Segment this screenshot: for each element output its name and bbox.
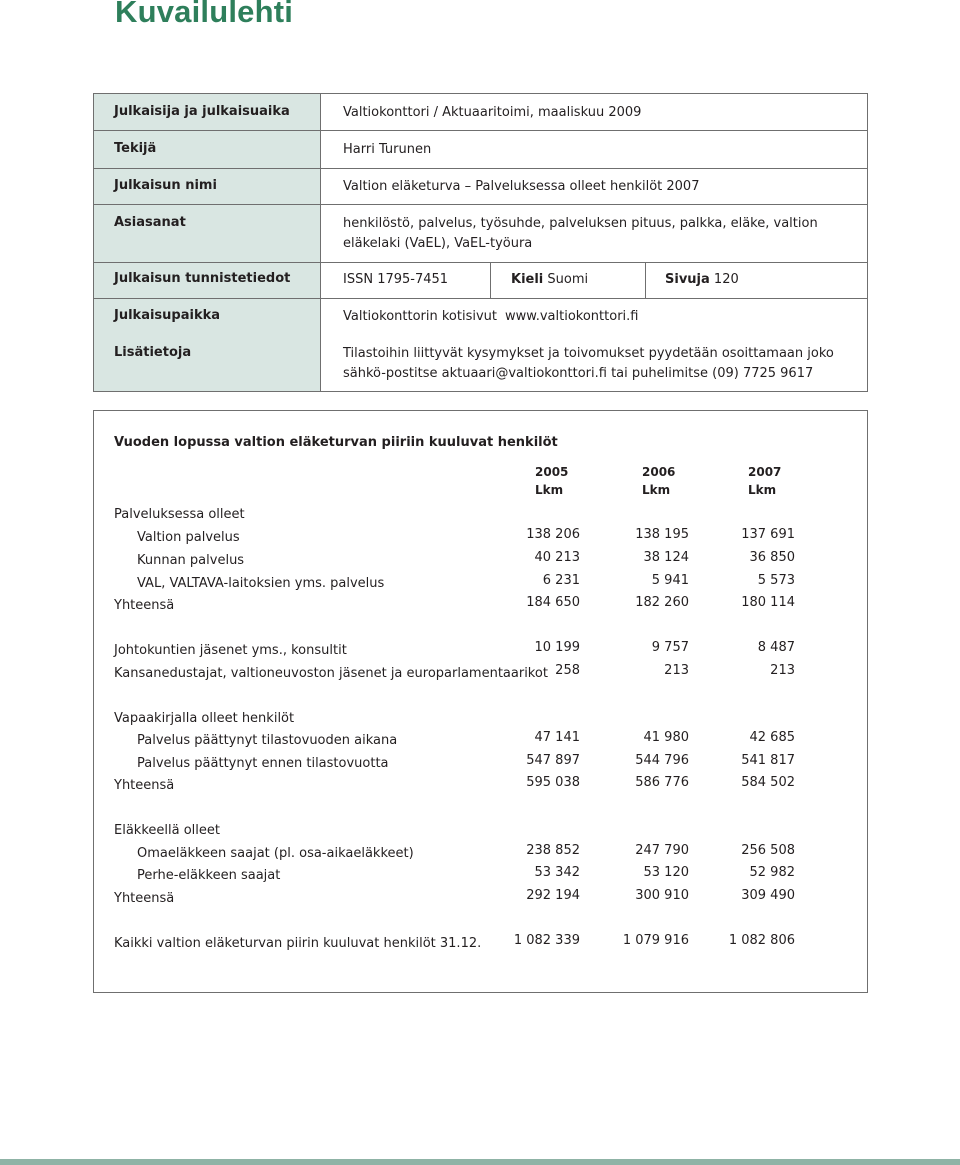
table-row-label-total: Yhteensä [114,891,175,906]
table-cell: 595 038 [526,775,580,790]
column-header-2005 [535,463,595,499]
table-cell: 258 [555,663,580,678]
publication-title-value: Valtion eläketurva – Palveluksessa olleet henkilöt 2007 [343,179,700,194]
table-cell: 52 982 [749,865,795,880]
section-heading-retired: Eläkkeellä olleet [114,823,220,838]
footer-rule [0,1159,960,1165]
table-cell: 238 852 [526,843,580,858]
table-cell: 1 079 916 [622,933,689,948]
publisher-label: Julkaisija ja julkaisuaika [114,104,290,119]
table-cell: 137 691 [741,527,795,542]
table-cell: 1 082 339 [513,933,580,948]
table-row-label: Perhe-eläkkeen saajat [137,868,281,883]
publication-place-label: Julkaisupaikka [114,308,221,323]
publication-title-label: Julkaisun nimi [114,178,217,193]
place-text: Valtiokonttorin kotisivut [343,309,498,324]
keywords-value: henkilöstö, palvelus, työsuhde, palveluksen pituus, palkka, eläke, valtion eläkelaki (VaEL), VaEL-työura [343,216,818,251]
table-cell: 544 796 [635,753,689,768]
table-row-label-total: Yhteensä [114,778,175,793]
section-heading-in-service: Palveluksessa olleet [114,507,245,522]
row-divider [94,298,867,299]
table-cell: 41 980 [643,730,689,745]
table-cell: 213 [770,663,795,678]
table-cell: 292 194 [526,888,580,903]
publisher-value: Valtiokonttori / Aktuaaritoimi, maaliskuu 2009 [343,105,642,120]
row-divider [94,130,867,131]
table-row-label: Palvelus päättynyt tilastovuoden aikana [137,733,398,748]
language-label: Kieli [511,272,544,287]
table-cell: 8 487 [757,640,795,655]
table-cell: 213 [664,663,689,678]
cell-divider [490,262,491,298]
unit-label: Lkm [642,483,671,497]
table-cell: 10 199 [534,640,580,655]
column-header-2006 [642,463,702,499]
table-row-label-grand-total: Kaikki valtion eläketurvan piirin kuuluvat henkilöt 31.12. [114,936,482,951]
table-cell: 47 141 [534,730,580,745]
table-cell: 247 790 [635,843,689,858]
page-title: Kuvailulehti [115,0,294,29]
table-cell: 309 490 [741,888,795,903]
table-cell: 182 260 [635,595,689,610]
website-link[interactable]: www.valtiokonttori.fi [505,309,639,324]
pages-field [665,270,739,290]
table-row-label: Kansanedustajat, valtioneuvoston jäsenet ja europarlamentaarikot [114,666,548,681]
table-cell: 38 124 [643,550,689,565]
table-cell: 53 342 [534,865,580,880]
table-cell: 36 850 [749,550,795,565]
table-cell: 138 206 [526,527,580,542]
year-2007: 2007 [748,465,782,479]
table-row-label-total: Yhteensä [114,598,175,613]
unit-label: Lkm [748,483,777,497]
year-2005: 2005 [535,465,569,479]
author-label: Tekijä [114,141,157,156]
pages-value: 120 [713,272,739,287]
table-row-label: Valtion palvelus [137,530,240,545]
identifiers-label: Julkaisun tunnistetiedot [114,271,291,286]
table-row-label: Kunnan palvelus [137,553,245,568]
pages-label: Sivuja [665,272,710,287]
row-divider [94,168,867,169]
table-cell: 180 114 [741,595,795,610]
table-cell: 586 776 [635,775,689,790]
table-cell: 184 650 [526,595,580,610]
additional-info-value: Tilastoihin liittyvät kysymykset ja toivomukset pyydetään osoittamaan joko sähkö-postitse aktuaari@valtiokonttori.fi tai puhelimitse (09) 7725 9617 [343,346,834,381]
statistics-table [93,410,868,993]
additional-info-label: Lisätietoja [114,345,192,360]
unit-label: Lkm [535,483,564,497]
table-cell: 256 508 [741,843,795,858]
table-cell: 1 082 806 [728,933,795,948]
table-cell: 40 213 [534,550,580,565]
table-row-label: Omaeläkkeen saajat (pl. osa-aikaeläkkeet) [137,846,414,861]
table-cell: 9 757 [651,640,689,655]
column-header-2007 [748,463,808,499]
table-cell: 541 817 [741,753,795,768]
cell-divider [645,262,646,298]
statistics-title: Vuoden lopussa valtion eläketurvan piiriin kuuluvat henkilöt [114,435,558,450]
table-cell: 5 941 [651,573,689,588]
publication-metadata-table [93,93,868,392]
language-field [511,270,588,290]
issn-value: ISSN 1795-7451 [343,272,449,287]
table-cell: 300 910 [635,888,689,903]
table-cell: 42 685 [749,730,795,745]
row-divider [94,204,867,205]
table-cell: 5 573 [757,573,795,588]
table-row-label: Johtokuntien jäsenet yms., konsultit [114,643,347,658]
row-divider [94,262,867,263]
section-heading-deferred: Vapaakirjalla olleet henkilöt [114,711,295,726]
table-cell: 547 897 [526,753,580,768]
publication-place-value [343,307,638,327]
table-cell: 138 195 [635,527,689,542]
language-value: Suomi [547,272,589,287]
table-cell: 6 231 [542,573,580,588]
table-row-label: VAL, VALTAVA-laitoksien yms. palvelus [137,576,385,591]
table-cell: 53 120 [643,865,689,880]
year-2006: 2006 [642,465,676,479]
table-row-label: Palvelus päättynyt ennen tilastovuotta [137,756,389,771]
keywords-label: Asiasanat [114,215,186,230]
table-cell: 584 502 [741,775,795,790]
author-value: Harri Turunen [343,142,432,157]
